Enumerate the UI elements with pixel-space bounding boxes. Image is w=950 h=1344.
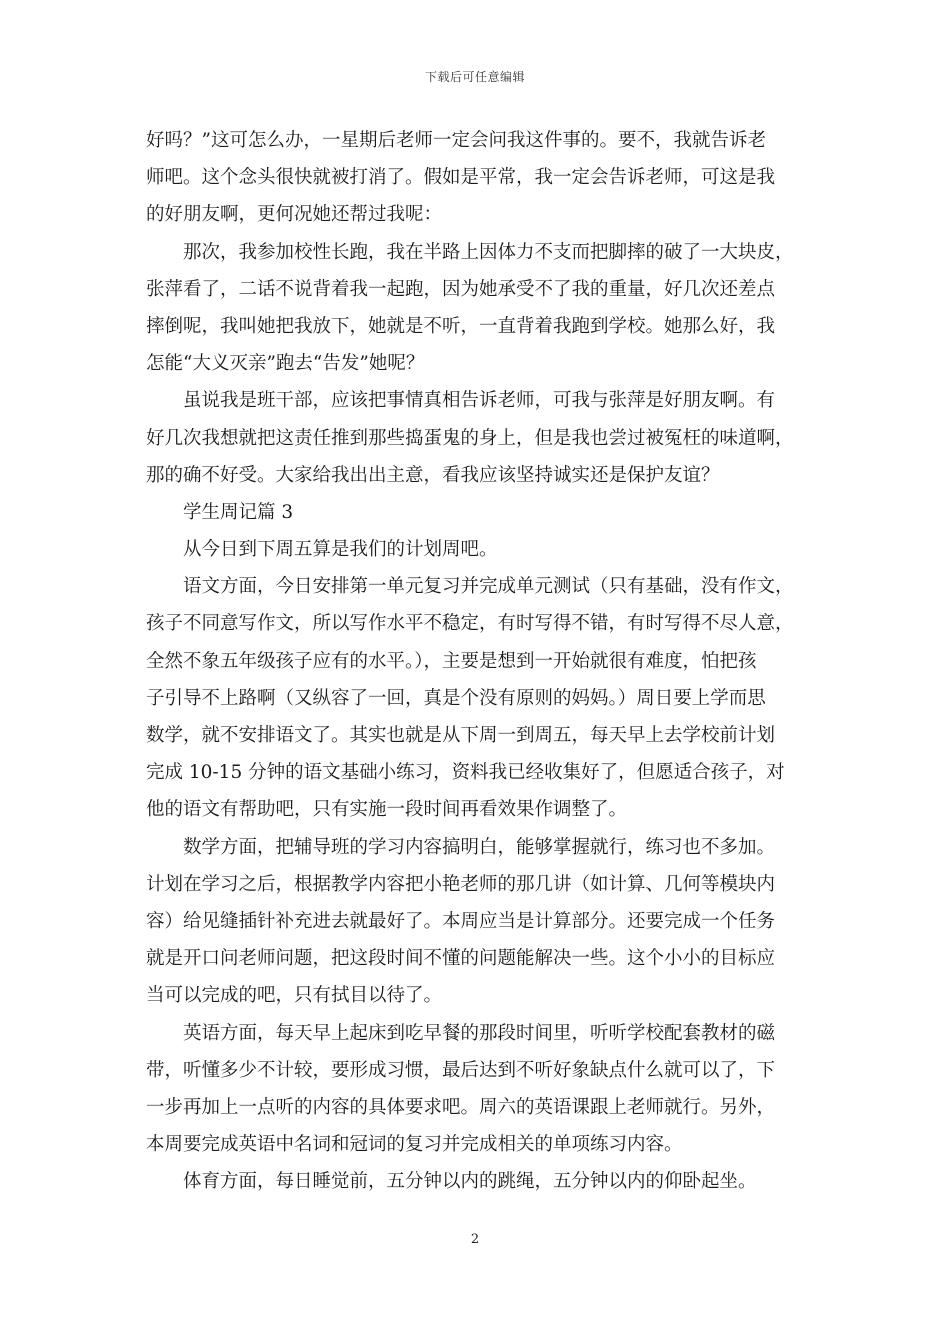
- text-line: 的好朋友啊，更何况她还帮过我呢：: [146, 204, 443, 226]
- text-line: 好吗？”这可怎么办，一星期后老师一定会问我这件事的。要不，我就告诉老: [146, 130, 766, 151]
- text-line: 完成 10-15 分钟的语文基础小练习，资料我已经收集好了，但愿适合孩子，对: [146, 762, 785, 784]
- text-line: 体育方面，每日睡觉前，五分钟以内的跳绳，五分钟以内的仰卧起坐。: [183, 1171, 757, 1193]
- text-line: 怎能“大义灭亲”跑去“告发”她呢？: [146, 353, 425, 375]
- document-body: [146, 122, 810, 1200]
- text-line: 他的语文有帮助吧，只有实施一段时间再看效果作调整了。: [146, 799, 628, 821]
- text-line: 数学，就不安排语文了。其实也就是从下周一到周五，每天早上去学校前计划: [146, 725, 776, 746]
- text-line: 一步再加上一点听的内容的具体要求吧。周六的英语课跟上老师就行。另外，: [146, 1096, 776, 1118]
- text-line: 那的确不好受。大家给我出出主意，看我应该坚持诚实还是保护友谊？: [146, 464, 720, 486]
- text-line: 从今日到下周五算是我们的计划周吧。: [183, 539, 498, 561]
- text-line: 摔倒呢，我叫她把我放下，她就是不听，一直背着我跑到学校。她那么好，我: [146, 315, 776, 337]
- text-line: 当可以完成的吧，只有拭目以待了。: [146, 985, 443, 1007]
- text-line: 子引导不上路啊（又纵容了一回，真是个没有原则的妈妈。）周日要上学而思: [146, 687, 766, 709]
- page-header: 下载后可任意编辑: [424, 70, 525, 84]
- text-line: 学生周记篇 3: [183, 501, 294, 523]
- text-line: 英语方面，每天早上起床到吃早餐的那段时间里，听听学校配套教材的磁: [183, 1022, 776, 1044]
- text-line: 数学方面，把辅导班的学习内容搞明白，能够掌握就行，练习也不多加。: [183, 836, 776, 858]
- text-line: 语文方面，今日安排第一单元复习并完成单元测试（只有基础，没有作文，: [183, 576, 794, 598]
- text-line: 计划在学习之后，根据教学内容把小艳老师的那几讲（如计算、几何等模块内: [146, 873, 776, 895]
- text-line: 虽说我是班干部，应该把事情真相告诉老师，可我与张萍是好朋友啊。有: [183, 390, 776, 412]
- text-line: 就是开口问老师问题，把这段时间不懂的问题能解决一些。这个小小的目标应: [146, 948, 776, 970]
- text-line: 全然不象五年级孩子应有的水平。），主要是想到一开始就很有难度，怕把孩: [146, 650, 757, 672]
- text-line: 那次，我参加校性长跑，我在半路上因体力不支而把脚摔的破了一大块皮，: [183, 241, 794, 263]
- text-line: 容）给见缝插针补充进去就最好了。本周应当是计算部分。还要完成一个任务: [146, 910, 776, 932]
- text-line: 孩子不同意写作文，所以写作水平不稳定，有时写得不错，有时写得不尽人意，: [146, 613, 794, 635]
- text-line: 本周要完成英语中名词和冠词的复习并完成相关的单项练习内容。: [146, 1134, 683, 1156]
- page-number: 2: [470, 1232, 480, 1247]
- text-line: 张萍看了，二话不说背着我一起跑，因为她承受不了我的重量，好几次还差点: [146, 278, 776, 300]
- text-line: 好几次我想就把这责任推到那些捣蛋鬼的身上，但是我也尝过被冤枉的味道啊，: [146, 427, 794, 449]
- text-line: 师吧。这个念头很快就被打消了。假如是平常，我一定会告诉老师，可这是我: [146, 167, 776, 189]
- text-line: 带，听懂多少不计较，要形成习惯，最后达到不听好象缺点什么就可以了，下: [146, 1059, 776, 1081]
